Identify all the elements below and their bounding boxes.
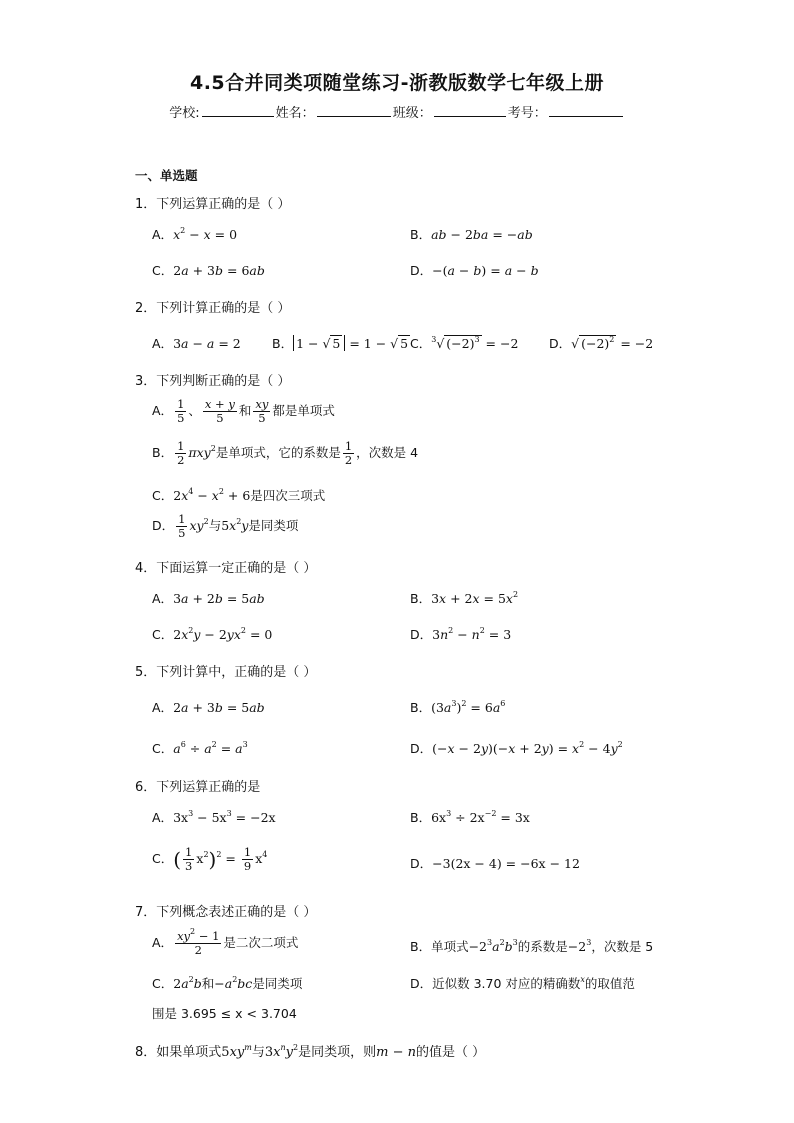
school-blank[interactable] (202, 103, 274, 117)
student-info-line (0, 102, 794, 121)
question-7-stem: 7．下列概念表述正确的是（ ） (135, 905, 317, 920)
exam-no-label: 考号： (507, 106, 547, 121)
section-heading: 一、单选题 (135, 168, 198, 183)
question-8-stem: 8．如果单项式$5xy^m$与$3x^ny^2$是同类项，则m − n的值是（ ） (135, 1043, 486, 1060)
class-blank[interactable] (434, 103, 506, 117)
question-1-stem: 1．下列运算正确的是（ ） (135, 197, 291, 212)
q5-option-c[interactable]: C．$a^6 \div a^2 = a^3$ (152, 740, 248, 756)
q3-option-d[interactable]: D． $\frac{1}{5}$ $xy^2$与$5x^2y$是同类项 (152, 512, 299, 540)
q2-option-a[interactable]: A．3a − a = 2 (152, 336, 241, 351)
q7-option-a[interactable]: A． $\frac{xy^2 - 1}{2}$ 是二次二项式 (152, 927, 299, 957)
question-3-stem: 3．下列判断正确的是（ ） (135, 374, 291, 389)
q6-option-b[interactable]: B．$6x^3 \div 2x^{-2} = 3x$ (410, 809, 530, 825)
q7-option-b[interactable]: B．单项式$-2^3a^2b^3$的系数是$-2^3$，次数是 5 (410, 938, 654, 954)
q7-option-d-continued: 围是 3.695 ≤ x < 3.704 (152, 1006, 297, 1021)
q6-option-c[interactable]: C．( $\frac{1}{3}$ $x^2)^2$ = $\frac{1}{9}$ $x^4$ (152, 845, 268, 873)
q7-option-c[interactable]: C．$2a^2b$和$-a^2bc$是同类项 (152, 975, 303, 991)
exam-no-blank[interactable] (549, 103, 623, 117)
question-2-stem: 2．下列计算正确的是（ ） (135, 301, 291, 316)
question-5-stem: 5．下列计算中，正确的是（ ） (135, 665, 317, 680)
school-label: 学校: (169, 106, 200, 121)
q2-option-d[interactable]: D．√ $(-2)^2 = -2$ (549, 335, 654, 351)
q2-option-b[interactable]: B． 1 − √ 5 = 1 − √ 5 (272, 336, 409, 351)
question-6-stem: 6．下列运算正确的是 (135, 780, 261, 795)
class-label: 班级： (392, 106, 432, 121)
q7-option-d[interactable]: D．近似数 3.70 对应的精确数$^x$的取值范 (410, 975, 635, 991)
q4-option-c[interactable]: C．$2x^2y - 2yx^2 = 0$ (152, 626, 273, 642)
q1-option-b[interactable]: B．ab − 2ba = −ab (410, 227, 533, 242)
q2-option-c[interactable]: C．$^3$√ $(-2)^3 = -2$ (410, 335, 519, 351)
q1-option-d[interactable]: D．−(a − b) = a − b (410, 263, 539, 278)
q5-option-d[interactable]: D．$(-x - 2y)(-x + 2y) = x^2 - 4y^2$ (410, 740, 623, 756)
question-4-stem: 4．下面运算一定正确的是（ ） (135, 561, 317, 576)
q6-option-d[interactable]: D．−3(2x − 4) = −6x − 12 (410, 856, 580, 871)
q6-option-a[interactable]: A．$3x^3 - 5x^3 = -2x$ (152, 809, 276, 825)
q5-option-a[interactable]: A．2a + 3b = 5ab (152, 700, 265, 715)
q1-option-a[interactable]: A．$x^2 - x = 0$ (152, 226, 238, 242)
q3-option-b[interactable]: B． $\frac{1}{2}$ πxy$^2$是单项式，它的系数是 $\frac{1}{2}$ ，次数是 4 (152, 439, 419, 467)
q1-option-c[interactable]: C．2a + 3b = 6ab (152, 263, 265, 278)
name-blank[interactable] (317, 103, 391, 117)
q4-option-a[interactable]: A．3a + 2b = 5ab (152, 591, 265, 606)
q4-option-d[interactable]: D．$3n^2 - n^2 = 3$ (410, 626, 512, 642)
q4-option-b[interactable]: B．$3x + 2x = 5x^2$ (410, 590, 519, 606)
page-title: 4.5合并同类项随堂练习-浙教版数学七年级上册 (189, 72, 605, 94)
name-label: 姓名： (275, 106, 315, 121)
q3-option-c[interactable]: C．$2x^4 - x^2 + 6$是四次三项式 (152, 487, 326, 503)
q5-option-b[interactable]: B．$(3a^3)^2 = 6a^6$ (410, 699, 506, 715)
q3-option-a[interactable]: A． $\frac{1}{5}$ 、 $\frac{x + y}{5}$ 和 $\frac{xy}{5}$ 都是单项式 (152, 397, 335, 425)
